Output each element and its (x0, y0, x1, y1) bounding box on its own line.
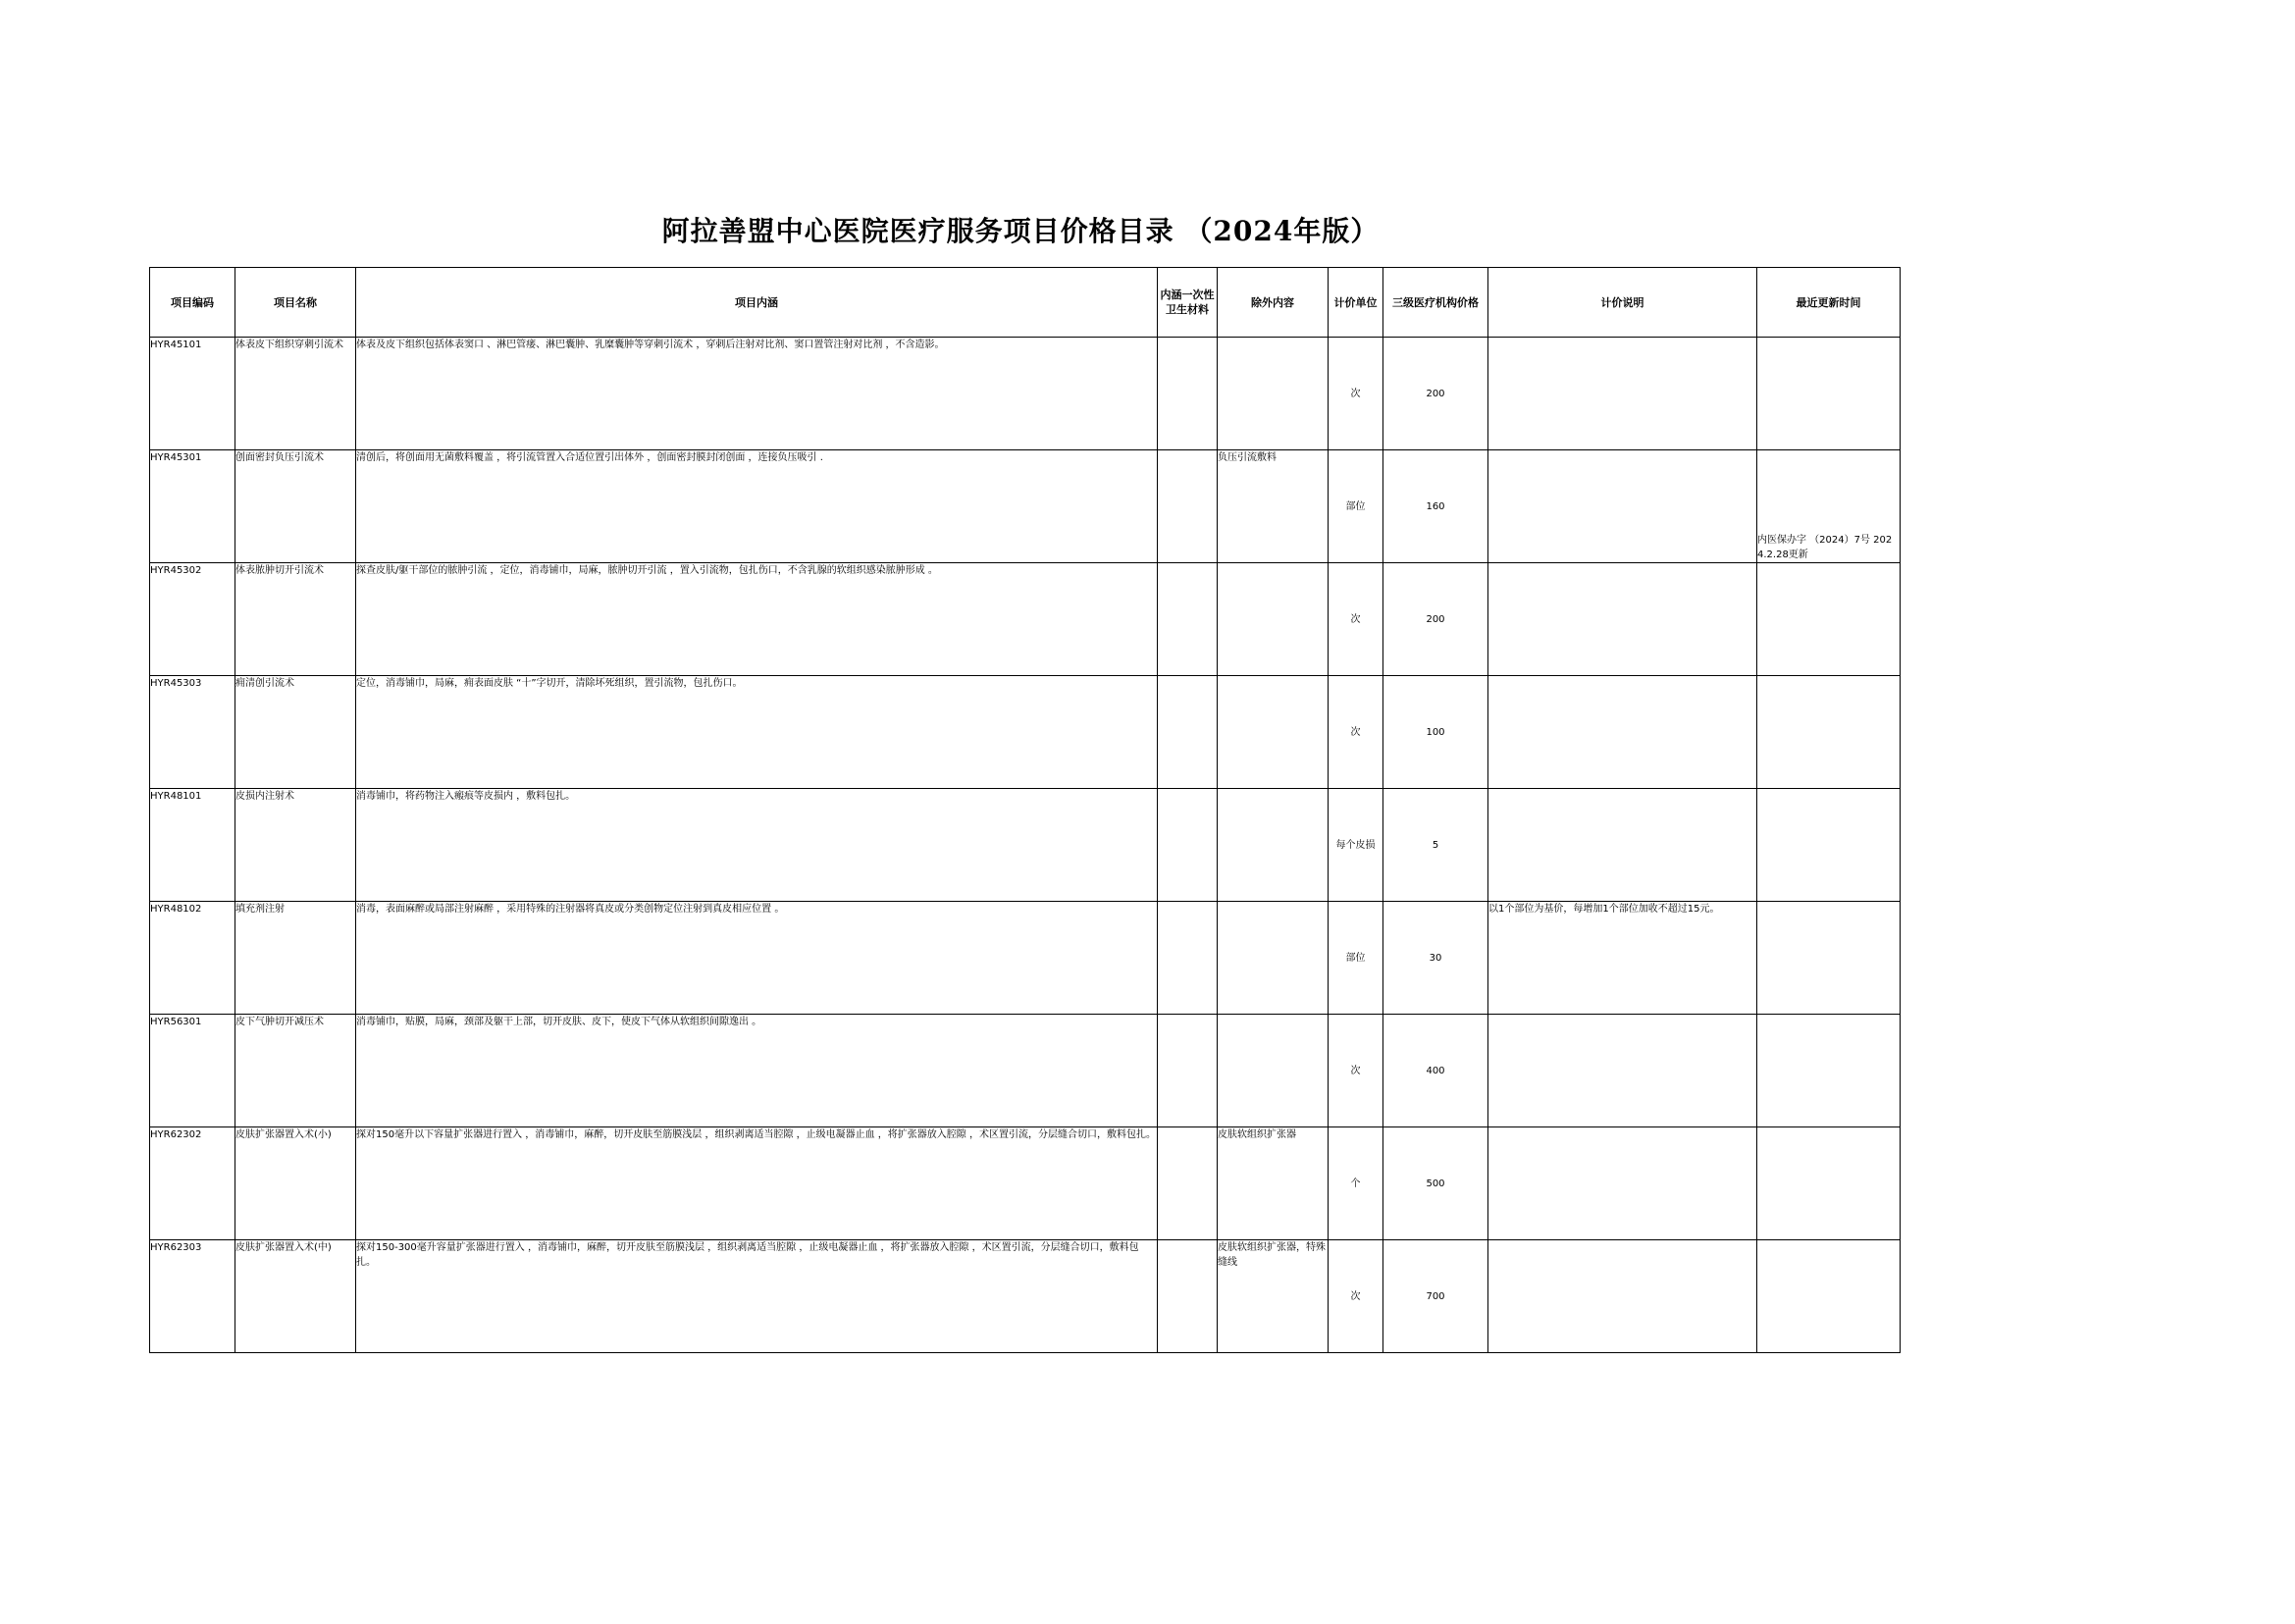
item-materials (1158, 902, 1218, 1015)
item-materials (1158, 563, 1218, 676)
item-price: 400 (1383, 1015, 1488, 1127)
item-price: 5 (1383, 789, 1488, 902)
item-note (1488, 450, 1757, 563)
item-content: 探查皮肤/躯干部位的脓肿引流 ，定位，消毒铺巾，局麻，脓肿切开引流 ，置入引流物，包扎伤口，不含乳腺的软组织感染脓肿形成 。 (356, 563, 1158, 676)
item-name: 皮下气肿切开减压术 (235, 1015, 356, 1127)
header-excluded: 除外内容 (1218, 268, 1329, 338)
update-note: 内医保办字 （2024）7号 2024.2.28更新 (1757, 535, 1893, 560)
item-content: 探对150-300毫升容量扩张器进行置入 ，消毒铺巾，麻醉，切开皮肤至筋膜浅层 ，组织剥离适当腔隙 ，止级电凝器止血 ，将扩张器放入腔隙 ，术区置引流，分层缝合切口，敷料包扎。 (356, 1240, 1158, 1353)
item-materials (1158, 676, 1218, 789)
item-note (1488, 1240, 1757, 1353)
item-name: 填充剂注射 (235, 902, 356, 1015)
item-content: 定位，消毒铺巾，局麻，痈表面皮肤 “十”字切开，清除坏死组织，置引流物，包扎伤口。 (356, 676, 1158, 789)
header-code: 项目编码 (150, 268, 235, 338)
item-note (1488, 338, 1757, 450)
table-row (150, 676, 1901, 789)
item-note (1488, 563, 1757, 676)
header-name: 项目名称 (235, 268, 356, 338)
item-note (1488, 789, 1757, 902)
item-unit: 次 (1329, 338, 1383, 450)
item-materials (1158, 450, 1218, 563)
item-price: 160 (1383, 450, 1488, 563)
item-name: 创面密封负压引流术 (235, 450, 356, 563)
item-price: 100 (1383, 676, 1488, 789)
item-price: 200 (1383, 563, 1488, 676)
table-row (150, 563, 1901, 676)
item-excluded (1218, 789, 1329, 902)
header-content: 项目内涵 (356, 268, 1158, 338)
table-row (150, 450, 1901, 563)
item-code: HYR45302 (150, 563, 235, 676)
document-title: 阿拉善盟中心医院医疗服务项目价格目录 （2024年版） (661, 215, 1380, 247)
table-row (150, 1127, 1901, 1240)
item-excluded: 负压引流敷料 (1218, 450, 1329, 563)
item-unit: 次 (1329, 676, 1383, 789)
item-excluded (1218, 902, 1329, 1015)
item-updated (1757, 789, 1901, 902)
item-code: HYR45101 (150, 338, 235, 450)
item-excluded (1218, 676, 1329, 789)
item-code: HYR62302 (150, 1127, 235, 1240)
item-name: 皮肤扩张器置入术(中) (235, 1240, 356, 1353)
item-content: 体表及皮下组织包括体表窦口 、淋巴管瘘、淋巴囊肿、乳糜囊肿等穿刺引流术 ，穿刺后注射对比剂、窦口置管注射对比剂 ，不含造影。 (356, 338, 1158, 450)
item-unit: 次 (1329, 1015, 1383, 1127)
item-price: 30 (1383, 902, 1488, 1015)
table-header-row (150, 268, 1901, 338)
item-excluded (1218, 1015, 1329, 1127)
item-price: 500 (1383, 1127, 1488, 1240)
item-name: 皮肤扩张器置入术(小) (235, 1127, 356, 1240)
item-name: 体表脓肿切开引流术 (235, 563, 356, 676)
header-note: 计价说明 (1488, 268, 1757, 338)
item-unit: 部位 (1329, 450, 1383, 563)
item-code: HYR62303 (150, 1240, 235, 1353)
item-unit: 次 (1329, 1240, 1383, 1353)
item-materials (1158, 1015, 1218, 1127)
item-excluded (1218, 563, 1329, 676)
item-code: HYR48102 (150, 902, 235, 1015)
item-note (1488, 1015, 1757, 1127)
table-row (150, 1015, 1901, 1127)
item-updated (1757, 450, 1901, 563)
item-updated (1757, 563, 1901, 676)
item-code: HYR48101 (150, 789, 235, 902)
item-updated (1757, 1127, 1901, 1240)
item-updated (1757, 902, 1901, 1015)
item-materials (1158, 338, 1218, 450)
item-name: 皮损内注射术 (235, 789, 356, 902)
item-note (1488, 676, 1757, 789)
item-excluded: 皮肤软组织扩张器 (1218, 1127, 1329, 1240)
item-price: 200 (1383, 338, 1488, 450)
table-row (150, 789, 1901, 902)
header-updated: 最近更新时间 (1757, 268, 1901, 338)
item-content: 消毒铺巾，贴膜，局麻，颈部及躯干上部，切开皮肤、皮下，使皮下气体从软组织间隙逸出 。 (356, 1015, 1158, 1127)
item-excluded (1218, 338, 1329, 450)
price-table (149, 267, 1901, 1353)
header-unit: 计价单位 (1329, 268, 1383, 338)
header-materials: 内涵一次性卫生材料 (1158, 268, 1218, 338)
item-note (1488, 1127, 1757, 1240)
item-name: 体表皮下组织穿刺引流术 (235, 338, 356, 450)
table-row (150, 902, 1901, 1015)
item-unit: 个 (1329, 1127, 1383, 1240)
table-row (150, 1240, 1901, 1353)
item-code: HYR45301 (150, 450, 235, 563)
item-name: 痈清创引流术 (235, 676, 356, 789)
item-unit: 每个皮损 (1329, 789, 1383, 902)
item-content: 清创后，将创面用无菌敷料覆盖 ，将引流管置入合适位置引出体外 ，创面密封膜封闭创面 ，连接负压吸引 . (356, 450, 1158, 563)
item-unit: 部位 (1329, 902, 1383, 1015)
item-updated (1757, 1015, 1901, 1127)
item-excluded: 皮肤软组织扩张器，特殊缝线 (1218, 1240, 1329, 1353)
item-materials (1158, 789, 1218, 902)
item-materials (1158, 1127, 1218, 1240)
item-content: 探对150毫升以下容量扩张器进行置入 ，消毒铺巾，麻醉，切开皮肤至筋膜浅层 ，组织剥离适当腔隙 ，止级电凝器止血 ，将扩张器放入腔隙 ，术区置引流，分层缝合切口，敷料包扎。 (356, 1127, 1158, 1240)
item-price: 700 (1383, 1240, 1488, 1353)
item-content: 消毒铺巾，将药物注入瘢痕等皮损内 ，敷料包扎。 (356, 789, 1158, 902)
item-code: HYR45303 (150, 676, 235, 789)
item-note: 以1个部位为基价，每增加1个部位加收不超过15元。 (1488, 902, 1757, 1015)
item-updated (1757, 676, 1901, 789)
item-materials (1158, 1240, 1218, 1353)
item-updated (1757, 338, 1901, 450)
header-price: 三级医疗机构价格 (1383, 268, 1488, 338)
item-updated (1757, 1240, 1901, 1353)
table-row (150, 338, 1901, 450)
item-content: 消毒，表面麻醉或局部注射麻醉 ，采用特殊的注射器将真皮或分类创物定位注射到真皮相应位置 。 (356, 902, 1158, 1015)
item-code: HYR56301 (150, 1015, 235, 1127)
item-unit: 次 (1329, 563, 1383, 676)
